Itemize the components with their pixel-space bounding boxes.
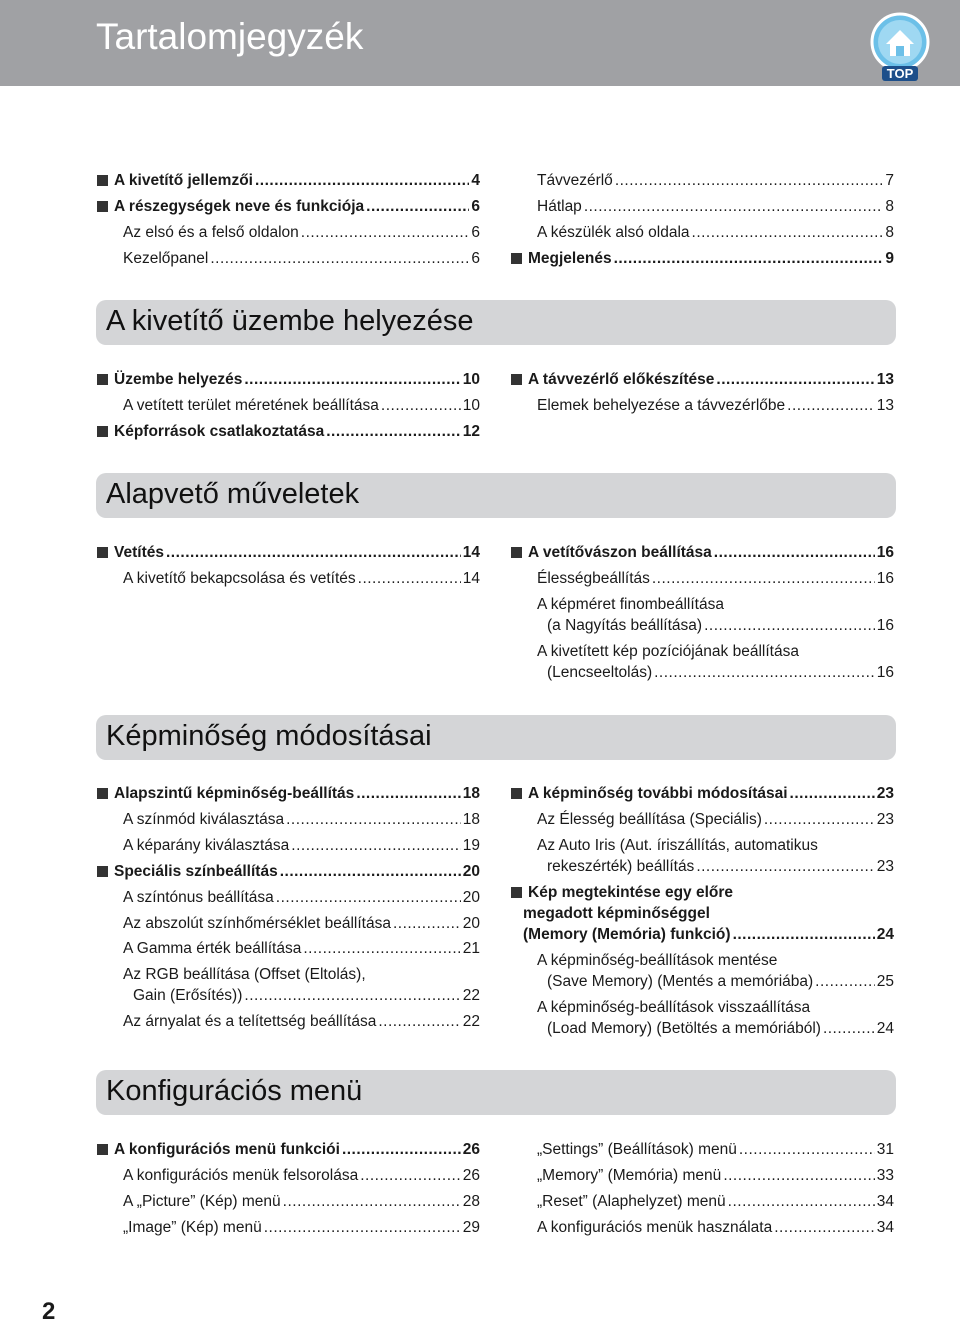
toc-label: A színtónus beállítása <box>123 889 274 906</box>
toc-entry[interactable] <box>528 249 894 268</box>
toc-label: Vetítés <box>114 544 164 561</box>
toc-entry[interactable] <box>123 810 480 829</box>
section-title: Alapvető műveletek <box>106 478 360 510</box>
toc-page: 21 <box>462 940 480 957</box>
toc-entry-line[interactable]: A kivetített kép pozíciójának beállítása <box>537 643 799 660</box>
toc-entry[interactable] <box>537 171 894 190</box>
toc-entry[interactable] <box>537 1140 894 1159</box>
bullet-icon <box>97 175 108 186</box>
section-header <box>96 473 896 518</box>
toc-page: 13 <box>876 371 894 388</box>
toc-label: A készülék alsó oldala <box>537 224 690 241</box>
bullet-icon <box>97 1144 108 1155</box>
toc-entry-line[interactable]: Kép megtekintése egy előre <box>528 884 734 901</box>
toc-page: 14 <box>462 544 480 561</box>
toc-label: (Load Memory) (Betöltés a memóriából) <box>547 1020 821 1037</box>
toc-entry-line[interactable]: megadott képminőséggel <box>523 905 710 922</box>
toc-entry[interactable] <box>114 1140 480 1159</box>
toc-page: 6 <box>471 198 480 215</box>
bullet-icon <box>97 866 108 877</box>
toc-page: 18 <box>462 811 480 828</box>
toc-page: 16 <box>876 617 894 634</box>
toc-entry[interactable] <box>133 986 480 1005</box>
toc-entry[interactable] <box>123 836 480 855</box>
toc-label: Az elsó és a felső oldalon <box>123 224 299 241</box>
toc-label: (Memory (Memória) funkció) <box>523 926 731 943</box>
toc-entry[interactable] <box>537 569 894 588</box>
top-label: TOP <box>886 66 914 81</box>
toc-label: Távvezérlő <box>537 172 613 189</box>
section-title: Konfigurációs menü <box>106 1075 363 1107</box>
toc-label: A színmód kiválasztása <box>123 811 285 828</box>
toc-entry[interactable] <box>123 569 480 588</box>
bullet-icon <box>97 547 108 558</box>
toc-entry[interactable] <box>547 663 894 682</box>
toc-entry[interactable] <box>123 396 480 415</box>
section-header <box>96 715 896 760</box>
toc-page: 16 <box>876 570 894 587</box>
toc-page: 22 <box>462 1013 480 1030</box>
toc-label: A képarány kiválasztása <box>123 837 290 854</box>
toc-page: 18 <box>462 785 480 802</box>
header-bar <box>0 0 960 86</box>
toc-entry-line[interactable]: A képminőség-beállítások mentése <box>537 952 778 969</box>
toc-label: (Lencseeltolás) <box>547 664 653 681</box>
toc-page: 24 <box>876 926 894 943</box>
toc-label: A távvezérlő előkészítése <box>528 371 715 388</box>
toc-page: 4 <box>471 172 480 189</box>
toc-page: 25 <box>876 973 894 990</box>
page-number: 2 <box>42 1298 56 1325</box>
toc-label: A „Picture” (Kép) menü <box>123 1193 281 1210</box>
toc-entry[interactable] <box>123 1166 480 1185</box>
section-title: A kivetítő üzembe helyezése <box>106 305 474 337</box>
toc-entry-line[interactable]: Az RGB beállítása (Offset (Eltolás), <box>123 966 366 983</box>
toc-entry[interactable] <box>114 370 480 389</box>
toc-entry[interactable] <box>523 925 894 944</box>
bullet-icon <box>97 788 108 799</box>
toc-label: Élességbeállítás <box>537 570 650 587</box>
toc-page: 20 <box>462 889 480 906</box>
toc-page: 8 <box>885 198 894 215</box>
toc-label: Alapszintű képminőség-beállítás <box>114 785 355 802</box>
toc-page: 12 <box>462 423 480 440</box>
toc-label: rekeszérték) beállítás <box>547 858 695 875</box>
toc-page: 34 <box>876 1219 894 1236</box>
bullet-icon <box>511 788 522 799</box>
toc-label: Az árnyalat és a telítettség beállítása <box>123 1013 377 1030</box>
toc-label: Az abszolút színhőmérséklet beállítása <box>123 915 391 932</box>
bullet-icon <box>97 426 108 437</box>
toc-entry[interactable] <box>114 784 480 803</box>
toc-page: 26 <box>462 1141 480 1158</box>
toc-label: A képminőség további módosításai <box>528 785 788 802</box>
toc-label: A vetített terület méretének beállítása <box>123 397 379 414</box>
toc-entry[interactable] <box>114 171 480 190</box>
toc-entry[interactable] <box>123 1012 480 1031</box>
toc-entry[interactable] <box>123 888 480 907</box>
toc-page: 8 <box>885 224 894 241</box>
toc-label: Speciális színbeállítás <box>114 863 278 880</box>
toc-entry[interactable] <box>114 543 480 562</box>
toc-label: A kivetítő bekapcsolása és vetítés <box>123 570 356 587</box>
toc-page: 23 <box>876 811 894 828</box>
toc-entry[interactable] <box>114 862 480 881</box>
toc-page: 34 <box>876 1193 894 1210</box>
toc-page: 24 <box>876 1020 894 1037</box>
toc-page: 10 <box>462 371 480 388</box>
toc-entry[interactable] <box>123 939 480 958</box>
bullet-icon <box>511 374 522 385</box>
toc-entry[interactable] <box>123 1192 480 1211</box>
toc-label: Hátlap <box>537 198 582 215</box>
toc-page: 33 <box>876 1167 894 1184</box>
toc-label: Képforrások csatlakoztatása <box>114 423 325 440</box>
toc-page: 16 <box>876 544 894 561</box>
toc-page: 29 <box>462 1219 480 1236</box>
toc-entry[interactable] <box>123 914 480 933</box>
toc-page: 23 <box>876 785 894 802</box>
toc-page: 22 <box>462 987 480 1004</box>
bullet-icon <box>97 201 108 212</box>
bullet-icon <box>511 253 522 264</box>
toc-page: 16 <box>876 664 894 681</box>
toc-label: „Reset” (Alaphelyzet) menü <box>537 1193 726 1210</box>
toc-entry[interactable] <box>528 370 894 389</box>
toc-entry[interactable] <box>537 810 894 829</box>
toc-entry[interactable] <box>114 197 480 216</box>
toc-label: A Gamma érték beállítása <box>123 940 302 957</box>
toc-entry[interactable] <box>114 422 480 441</box>
toc-entry[interactable] <box>547 857 894 876</box>
toc-entry[interactable] <box>537 1192 894 1211</box>
toc-entry[interactable] <box>537 1218 894 1237</box>
toc-entry[interactable] <box>547 616 894 635</box>
toc-entry[interactable] <box>537 1166 894 1185</box>
toc-label: Megjelenés <box>528 250 612 267</box>
toc-page: 28 <box>462 1193 480 1210</box>
section-header <box>96 1070 896 1115</box>
toc-page: 19 <box>462 837 480 854</box>
toc-entry[interactable] <box>528 543 894 562</box>
toc-entry-line[interactable]: Az Auto Iris (Aut. íriszállítás, automatikus <box>537 837 818 854</box>
bullet-icon <box>511 547 522 558</box>
toc-entry[interactable] <box>547 972 894 991</box>
toc-label: A konfigurációs menük felsorolása <box>123 1167 359 1184</box>
toc-label: A részegységek neve és funkciója <box>114 198 365 215</box>
toc-page: 26 <box>462 1167 480 1184</box>
toc-label: (Save Memory) (Mentés a memóriába) <box>547 973 814 990</box>
toc-label: A vetítővászon beállítása <box>528 544 712 561</box>
toc-page: 20 <box>462 863 480 880</box>
toc-label: Üzembe helyezés <box>114 371 243 388</box>
toc-page: 7 <box>885 172 894 189</box>
toc-label: „Image” (Kép) menü <box>123 1219 262 1236</box>
toc-page: 9 <box>885 250 894 267</box>
toc-page: 6 <box>471 224 480 241</box>
toc-page: 6 <box>471 250 480 267</box>
bullet-icon <box>511 887 522 898</box>
toc-label: Az Élesség beállítása (Speciális) <box>537 811 762 828</box>
toc-label: A kivetítő jellemzői <box>114 172 253 189</box>
toc-entry[interactable] <box>547 1019 894 1038</box>
toc-page: 13 <box>876 397 894 414</box>
toc-page: 23 <box>876 858 894 875</box>
toc-page: 31 <box>876 1141 894 1158</box>
toc-page: 20 <box>462 915 480 932</box>
toc-entry[interactable] <box>528 784 894 803</box>
toc-entry[interactable] <box>537 396 894 415</box>
top-home-button[interactable] <box>866 12 934 84</box>
toc-label: „Memory” (Memória) menü <box>537 1167 722 1184</box>
toc-entry[interactable] <box>123 223 480 242</box>
bullet-icon <box>97 374 108 385</box>
toc-label: „Settings” (Beállítások) menü <box>537 1141 737 1158</box>
toc-label: A konfigurációs menük használata <box>537 1219 773 1236</box>
toc-entry[interactable] <box>537 197 894 216</box>
toc-label: (a Nagyítás beállítása) <box>547 617 703 634</box>
section-header <box>96 300 896 345</box>
toc-entry[interactable] <box>123 1218 480 1237</box>
toc-entry[interactable] <box>537 223 894 242</box>
toc-entry[interactable] <box>123 249 480 268</box>
toc-label: Elemek behelyezése a távvezérlőbe <box>537 397 786 414</box>
section-title: Képminőség módosításai <box>106 720 432 752</box>
toc-entry-line[interactable]: A képméret finombeállítása <box>537 596 724 613</box>
toc-label: Gain (Erősítés)) <box>133 987 243 1004</box>
page-title: Tartalomjegyzék <box>96 16 364 57</box>
toc-entry-line[interactable]: A képminőség-beállítások visszaállítása <box>537 999 811 1016</box>
toc-page: 14 <box>462 570 480 587</box>
toc-label: Kezelőpanel <box>123 250 209 267</box>
toc-page: 10 <box>462 397 480 414</box>
toc-label: A konfigurációs menü funkciói <box>114 1141 340 1158</box>
